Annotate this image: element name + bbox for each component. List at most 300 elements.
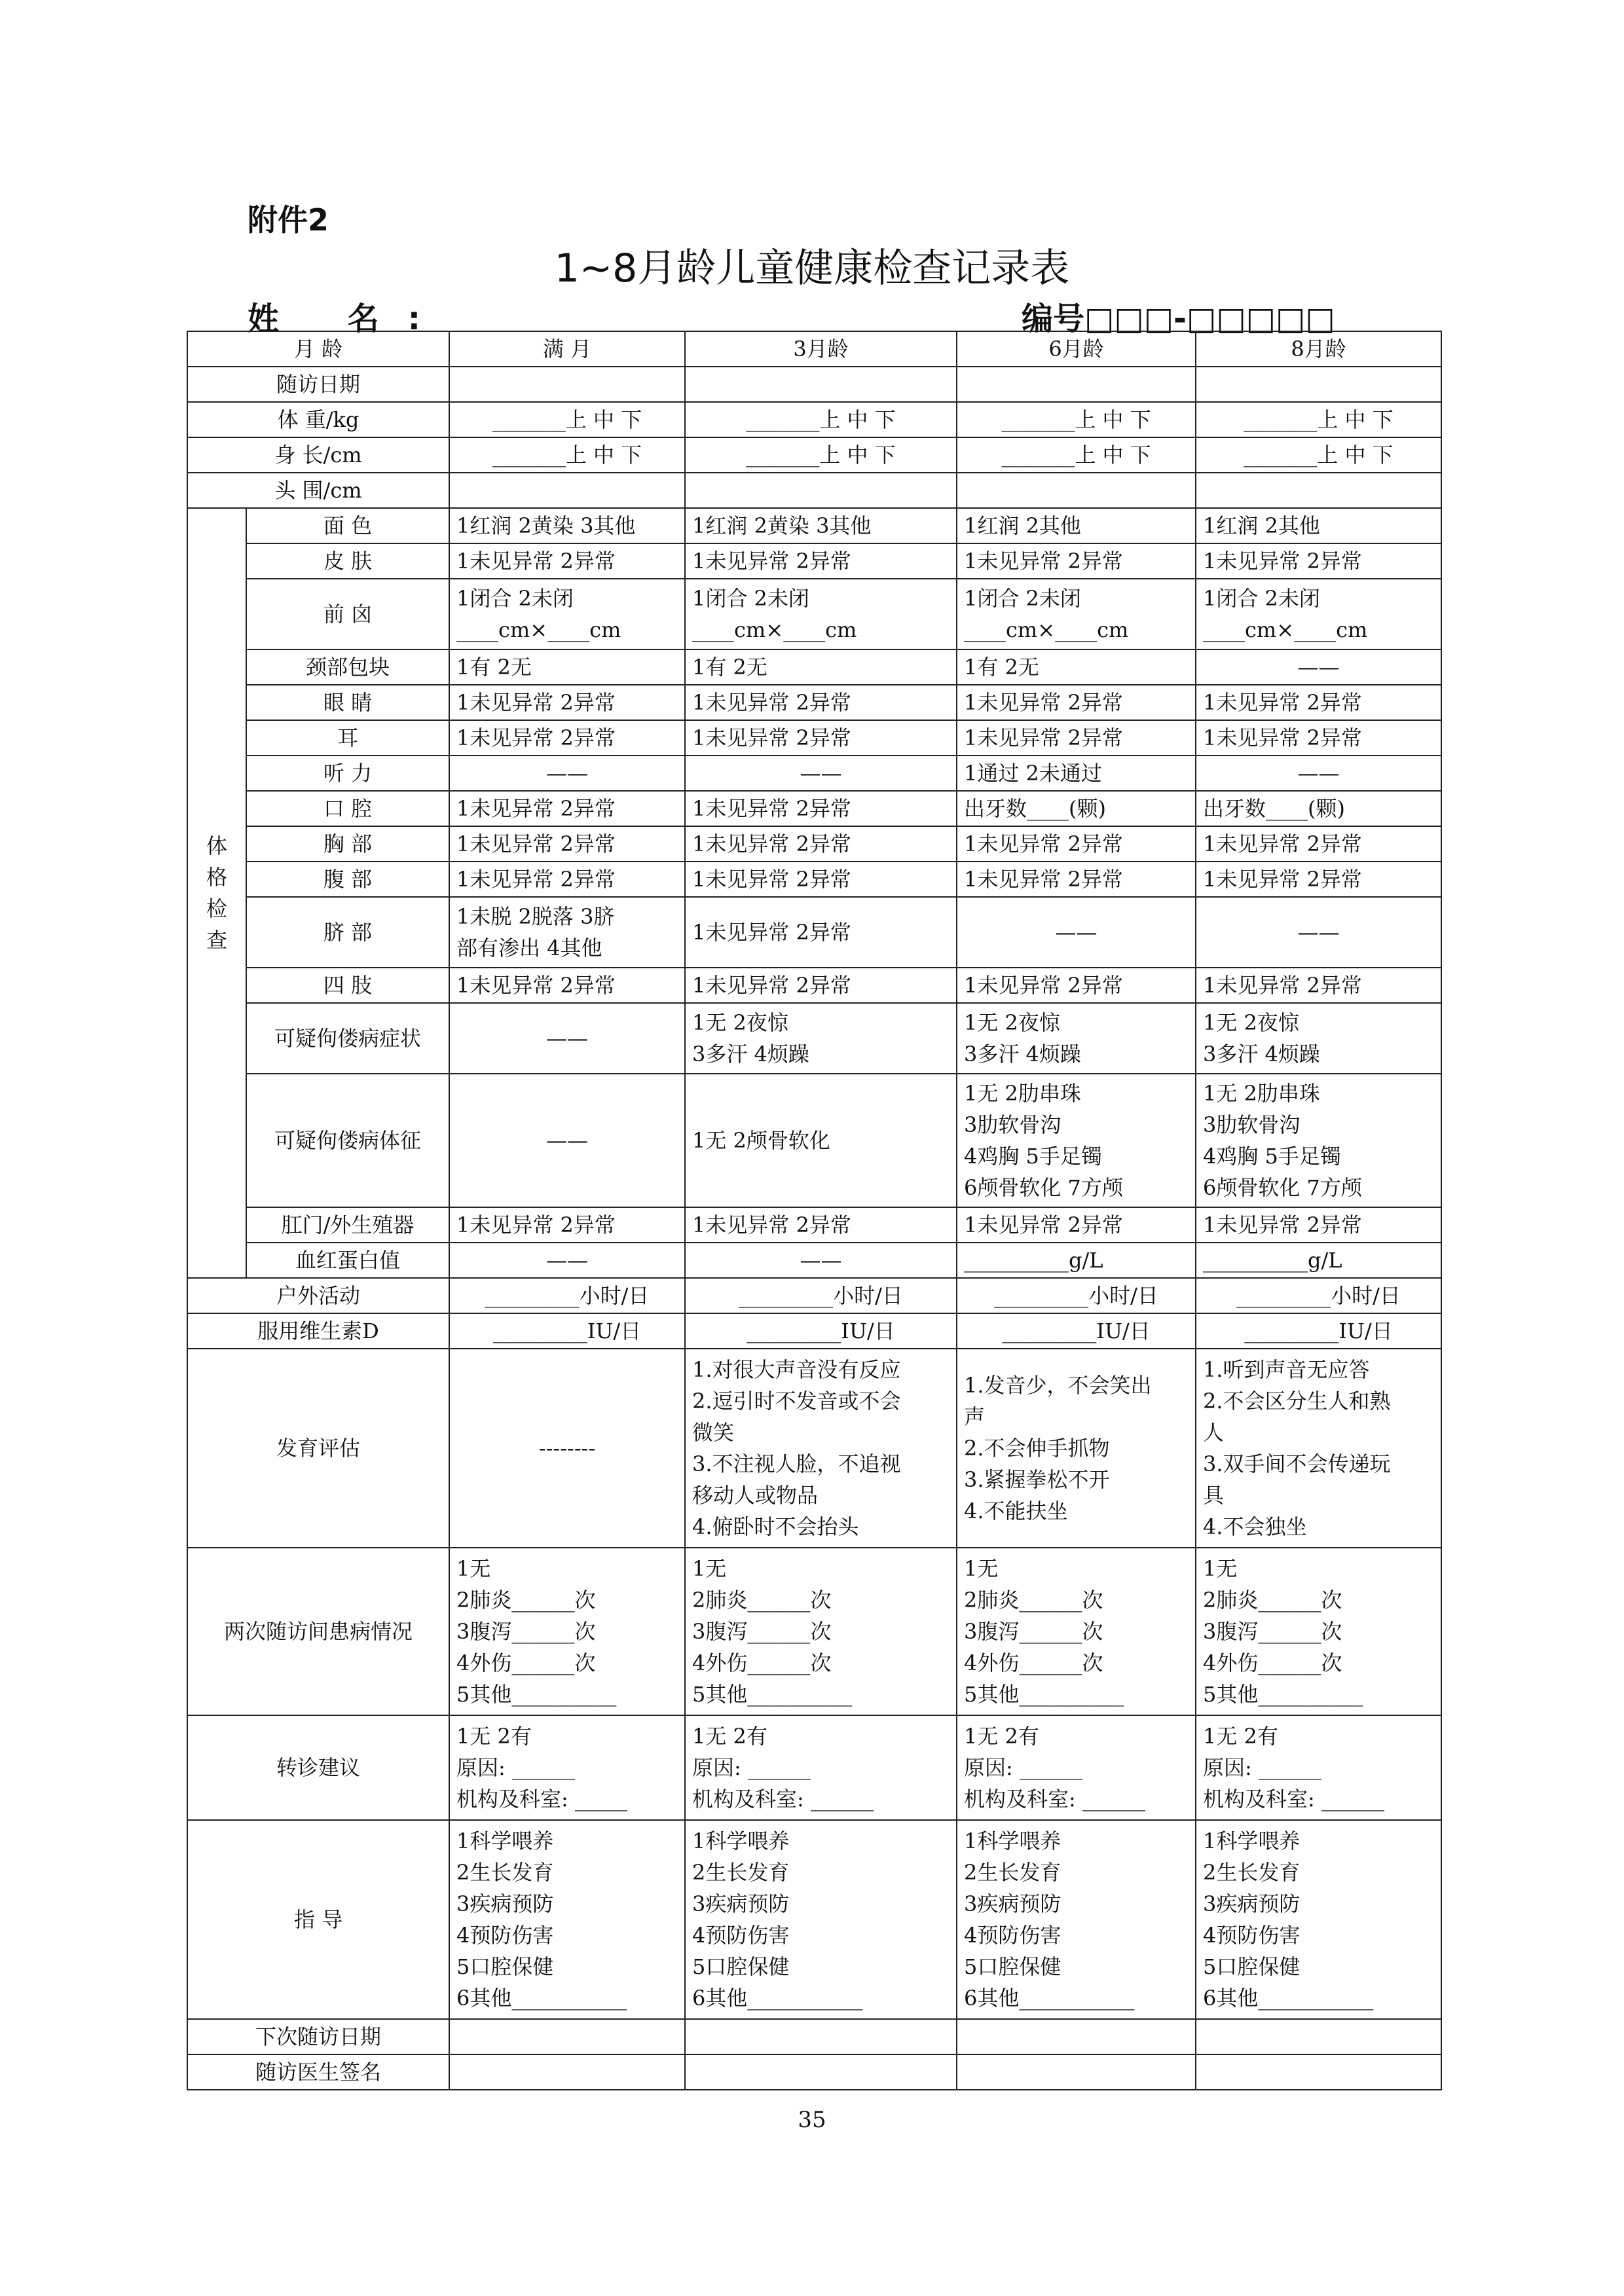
cell-line: __________g/L xyxy=(1203,1248,1342,1273)
cell-line: 出牙数____(颗) xyxy=(1203,796,1345,821)
input-cell[interactable] xyxy=(957,508,1196,543)
input-cell[interactable] xyxy=(685,1820,957,2019)
input-cell[interactable] xyxy=(685,1715,957,1820)
cell-line: _________小时/日 xyxy=(994,1283,1158,1308)
cell-line: 3.双手间不会传递玩 xyxy=(1203,1451,1391,1476)
cell-line: 1无 xyxy=(964,1556,999,1581)
cell-line: 1红润 2其他 xyxy=(964,513,1081,538)
cell-line: 3多汗 4烦躁 xyxy=(692,1042,809,1066)
cell-line: 1无 2颅骨软化 xyxy=(692,1128,830,1153)
table-row xyxy=(187,1548,1441,1715)
cell-line: 1有 2无 xyxy=(964,655,1039,680)
input-cell[interactable] xyxy=(449,826,685,862)
input-cell[interactable] xyxy=(449,1548,685,1715)
cell-line: 2生长发育 xyxy=(456,1860,554,1885)
exam-row xyxy=(187,756,1441,791)
input-cell[interactable] xyxy=(449,897,685,968)
exam-row xyxy=(187,1243,1441,1278)
exam-label: 前 囟 xyxy=(246,579,449,649)
table-row xyxy=(187,473,1441,508)
cell-line: 1未见异常 2异常 xyxy=(692,1212,851,1237)
cell-line: 5其他__________ xyxy=(456,1682,617,1707)
cell-line: 3多汗 4烦躁 xyxy=(964,1042,1081,1066)
input-cell[interactable] xyxy=(685,791,957,826)
row-label: 体 重/kg xyxy=(187,402,449,437)
input-cell[interactable] xyxy=(1196,1207,1441,1243)
cell-line: ____cm×____cm xyxy=(964,617,1129,642)
cell-line: 1未见异常 2异常 xyxy=(1203,973,1362,998)
input-cell[interactable] xyxy=(1196,791,1441,826)
cell-line: 1.对很大声音没有反应 xyxy=(692,1357,901,1382)
cell-line: 4预防伤害 xyxy=(964,1923,1061,1948)
input-cell[interactable] xyxy=(685,508,957,543)
cell-line: 1未见异常 2异常 xyxy=(964,549,1123,574)
input-cell[interactable] xyxy=(685,2019,957,2054)
table-row xyxy=(187,402,1441,437)
input-cell[interactable] xyxy=(957,720,1196,756)
input-cell[interactable] xyxy=(957,1243,1196,1278)
cell-line: 1未见异常 2异常 xyxy=(964,690,1123,715)
cell-line: 5其他__________ xyxy=(692,1682,853,1707)
table-row xyxy=(187,437,1441,473)
cell-line: 6颅骨软化 7方颅 xyxy=(1203,1175,1362,1200)
input-cell[interactable] xyxy=(1196,543,1441,579)
input-cell[interactable] xyxy=(685,1243,957,1278)
cell-line: 6其他___________ xyxy=(1203,1986,1374,2011)
cell-line: 1未见异常 2异常 xyxy=(692,831,851,856)
input-cell[interactable] xyxy=(449,1207,685,1243)
cell-line: 6其他___________ xyxy=(456,1986,627,2011)
cell-line: 3腹泻______次 xyxy=(456,1619,596,1644)
header-cell: 满 月 xyxy=(449,331,685,367)
cell-line: 2肺炎______次 xyxy=(1203,1588,1342,1613)
header-cell: 月 龄 xyxy=(187,331,449,367)
row-label: 随访医生签名 xyxy=(187,2054,449,2090)
cell-line: 1红润 2黄染 3其他 xyxy=(692,513,872,538)
input-cell[interactable] xyxy=(1196,1548,1441,1715)
cell-line: 1.发音少，不会笑出 xyxy=(964,1373,1152,1398)
input-cell[interactable]: _______上 中 下 xyxy=(449,402,685,437)
cell-line: 1红润 2黄染 3其他 xyxy=(456,513,636,538)
cell-line: _________IU/日 xyxy=(747,1319,895,1343)
exam-label: 胸 部 xyxy=(246,826,449,862)
input-cell[interactable]: _______上 中 下 xyxy=(957,437,1196,473)
input-cell[interactable] xyxy=(449,968,685,1003)
cell-line: 5口腔保健 xyxy=(692,1954,790,1979)
cell-line: 4外伤______次 xyxy=(456,1650,596,1675)
input-cell[interactable] xyxy=(449,367,685,402)
input-cell[interactable] xyxy=(957,1715,1196,1820)
cell-line: 1未见异常 2异常 xyxy=(456,796,616,821)
exam-label: 血红蛋白值 xyxy=(246,1243,449,1278)
cell-line: 1未见异常 2异常 xyxy=(456,867,616,892)
input-cell[interactable] xyxy=(685,1548,957,1715)
cell-line: 1未见异常 2异常 xyxy=(1203,831,1362,856)
input-cell[interactable] xyxy=(449,473,685,508)
cell-line: —— xyxy=(546,761,588,786)
cell-line: _________IU/日 xyxy=(1244,1319,1393,1343)
cell-line: 1未见异常 2异常 xyxy=(456,1212,616,1237)
input-cell[interactable] xyxy=(1196,579,1441,649)
group-char: 查 xyxy=(206,928,227,953)
cell-line: 4.不会独坐 xyxy=(1203,1514,1307,1539)
input-cell[interactable] xyxy=(957,1074,1196,1207)
exam-row xyxy=(187,968,1441,1003)
cell-line: 1未见异常 2异常 xyxy=(456,725,616,750)
exam-row xyxy=(187,862,1441,897)
cell-line: 3.不注视人脸，不追视 xyxy=(692,1451,901,1476)
input-cell[interactable] xyxy=(685,897,957,968)
cell-line: 1未见异常 2异常 xyxy=(456,549,616,574)
cell-line: 原因: ______ xyxy=(964,1755,1082,1780)
input-cell[interactable] xyxy=(449,685,685,720)
input-cell[interactable] xyxy=(685,968,957,1003)
input-cell[interactable] xyxy=(685,543,957,579)
table-row xyxy=(187,2019,1441,2054)
cell-line: 1闭合 2未闭 xyxy=(964,586,1081,611)
input-cell[interactable] xyxy=(1196,862,1441,897)
exam-row xyxy=(187,826,1441,862)
input-cell[interactable] xyxy=(1196,720,1441,756)
cell-line: 1无 2有 xyxy=(692,1724,767,1749)
cell-line: 3疾病预防 xyxy=(456,1891,554,1916)
cell-line: 1未见异常 2异常 xyxy=(692,690,851,715)
cell-line: 1未见异常 2异常 xyxy=(964,973,1123,998)
cell-line: ____cm×____cm xyxy=(1203,617,1368,642)
cell-line: —— xyxy=(1055,920,1098,945)
input-cell[interactable] xyxy=(685,649,957,685)
cell-line: 1无 2肋串珠 xyxy=(1203,1081,1320,1106)
cell-line: 1无 2有 xyxy=(1203,1724,1278,1749)
cell-line: —— xyxy=(800,1248,842,1273)
input-cell[interactable] xyxy=(685,473,957,508)
input-cell[interactable] xyxy=(1196,756,1441,791)
table-row xyxy=(187,1278,1441,1313)
cell-line: 5其他__________ xyxy=(964,1682,1124,1707)
input-cell[interactable] xyxy=(957,1313,1196,1349)
input-cell[interactable] xyxy=(1196,1074,1441,1207)
input-cell[interactable] xyxy=(957,2019,1196,2054)
input-cell[interactable] xyxy=(1196,473,1441,508)
cell-line: 6其他___________ xyxy=(692,1986,863,2011)
cell-line: 1未见异常 2异常 xyxy=(692,725,851,750)
input-cell[interactable] xyxy=(957,473,1196,508)
input-cell[interactable] xyxy=(449,1349,685,1548)
cell-line: 3.紧握拳松不开 xyxy=(964,1467,1110,1492)
input-cell[interactable]: _______上 中 下 xyxy=(1196,437,1441,473)
input-cell[interactable]: _______上 中 下 xyxy=(449,437,685,473)
exam-label: 耳 xyxy=(246,720,449,756)
attachment-label: 附件2 xyxy=(248,202,329,238)
exam-row xyxy=(187,1207,1441,1243)
cell-line: 1红润 2其他 xyxy=(1203,513,1320,538)
input-cell[interactable]: _______上 中 下 xyxy=(1196,402,1441,437)
input-cell[interactable] xyxy=(449,1313,685,1349)
input-cell[interactable] xyxy=(1196,1243,1441,1278)
input-cell[interactable] xyxy=(957,1820,1196,2019)
cell-line: 机构及科室: _____ xyxy=(456,1787,627,1812)
input-cell[interactable]: _______上 中 下 xyxy=(957,402,1196,437)
cell-line: 1未见异常 2异常 xyxy=(1203,867,1362,892)
cell-line: 1闭合 2未闭 xyxy=(692,586,809,611)
input-cell[interactable]: _______上 中 下 xyxy=(685,437,957,473)
cell-line: 3腹泻______次 xyxy=(692,1619,832,1644)
cell-line: 4鸡胸 5手足镯 xyxy=(964,1144,1102,1169)
cell-line: 移动人或物品 xyxy=(692,1483,819,1508)
input-cell[interactable] xyxy=(957,1349,1196,1548)
cell-line: —— xyxy=(800,761,842,786)
cell-line: 1闭合 2未闭 xyxy=(1203,586,1320,611)
cell-line: 1未见异常 2异常 xyxy=(692,549,851,574)
exam-label: 眼 睛 xyxy=(246,685,449,720)
exam-row xyxy=(187,1074,1441,1207)
exam-label: 颈部包块 xyxy=(246,649,449,685)
table-row xyxy=(187,1715,1441,1820)
cell-line: _________小时/日 xyxy=(1236,1283,1401,1308)
code-label: 编号□□□-□□□□□ xyxy=(1022,301,1335,337)
cell-line: 1无 2夜惊 xyxy=(1203,1010,1299,1035)
cell-line: 1未见异常 2异常 xyxy=(964,725,1123,750)
cell-line: 5其他__________ xyxy=(1203,1682,1363,1707)
name-label: 姓 名: xyxy=(248,301,449,337)
cell-line: 3多汗 4烦躁 xyxy=(1203,1042,1320,1066)
row-label: 两次随访间患病情况 xyxy=(187,1548,449,1715)
exam-group-label xyxy=(187,508,246,1278)
cell-line: 1未见异常 2异常 xyxy=(1203,690,1362,715)
input-cell[interactable] xyxy=(957,543,1196,579)
health-record-table xyxy=(187,331,1442,2090)
exam-row xyxy=(187,543,1441,579)
cell-line: 出牙数____(颗) xyxy=(964,796,1106,821)
cell-line: 部有渗出 4其他 xyxy=(456,936,602,960)
input-cell[interactable] xyxy=(449,2054,685,2090)
input-cell[interactable] xyxy=(685,2054,957,2090)
input-cell[interactable] xyxy=(957,579,1196,649)
cell-line: 1无 xyxy=(1203,1556,1238,1581)
input-cell[interactable] xyxy=(685,1278,957,1313)
input-cell[interactable] xyxy=(685,1074,957,1207)
exam-label: 面 色 xyxy=(246,508,449,543)
cell-line: 1未见异常 2异常 xyxy=(1203,549,1362,574)
cell-line: 4外伤______次 xyxy=(692,1650,832,1675)
cell-line: _________IU/日 xyxy=(492,1319,642,1343)
input-cell[interactable] xyxy=(685,826,957,862)
group-char: 格 xyxy=(206,865,227,890)
cell-line: _________小时/日 xyxy=(739,1283,903,1308)
input-cell[interactable] xyxy=(957,826,1196,862)
cell-line: 4预防伤害 xyxy=(456,1923,554,1948)
input-cell[interactable] xyxy=(957,1207,1196,1243)
cell-line: 1科学喂养 xyxy=(456,1829,554,1853)
cell-line: 6颅骨软化 7方颅 xyxy=(964,1175,1123,1200)
input-cell[interactable] xyxy=(449,1820,685,2019)
input-cell[interactable] xyxy=(1196,685,1441,720)
cell-line: —— xyxy=(546,1128,588,1153)
input-cell[interactable] xyxy=(957,897,1196,968)
input-cell[interactable] xyxy=(957,367,1196,402)
cell-line: 原因: ______ xyxy=(692,1755,811,1780)
input-cell[interactable] xyxy=(957,649,1196,685)
cell-line: 1未见异常 2异常 xyxy=(692,796,851,821)
input-cell[interactable] xyxy=(957,685,1196,720)
cell-line: 1无 2夜惊 xyxy=(964,1010,1060,1035)
input-cell[interactable] xyxy=(449,508,685,543)
input-cell[interactable] xyxy=(957,756,1196,791)
cell-line: 原因: ______ xyxy=(1203,1755,1321,1780)
input-cell[interactable] xyxy=(685,579,957,649)
header-row xyxy=(187,331,1441,367)
cell-line: 2.逗引时不发音或不会 xyxy=(692,1389,901,1413)
input-cell[interactable] xyxy=(1196,968,1441,1003)
input-cell[interactable] xyxy=(449,1715,685,1820)
input-cell[interactable] xyxy=(685,367,957,402)
input-cell[interactable] xyxy=(449,2019,685,2054)
cell-line: 1未见异常 2异常 xyxy=(456,690,616,715)
exam-row xyxy=(187,508,1441,543)
input-cell[interactable] xyxy=(1196,1313,1441,1349)
table-row xyxy=(187,1313,1441,1349)
input-cell[interactable] xyxy=(1196,1003,1441,1074)
cell-line: 1闭合 2未闭 xyxy=(456,586,574,611)
cell-line: 微笑 xyxy=(692,1420,735,1445)
input-cell[interactable] xyxy=(957,968,1196,1003)
cell-line: 5口腔保健 xyxy=(964,1954,1061,1979)
input-cell[interactable] xyxy=(1196,1278,1441,1313)
input-cell[interactable] xyxy=(449,579,685,649)
exam-label: 听 力 xyxy=(246,756,449,791)
input-cell[interactable] xyxy=(685,1313,957,1349)
cell-line: 1科学喂养 xyxy=(692,1829,790,1853)
input-cell[interactable]: _______上 中 下 xyxy=(685,402,957,437)
cell-line: 1.听到声音无应答 xyxy=(1203,1357,1370,1382)
cell-line: 4外伤______次 xyxy=(964,1650,1103,1675)
exam-label: 可疑佝偻病症状 xyxy=(246,1003,449,1074)
cell-line: 1通过 2未通过 xyxy=(964,761,1102,786)
cell-line: 1未见异常 2异常 xyxy=(692,920,851,945)
page-number: 35 xyxy=(798,2107,826,2133)
input-cell[interactable] xyxy=(449,649,685,685)
input-cell[interactable] xyxy=(1196,2054,1441,2090)
input-cell[interactable] xyxy=(449,791,685,826)
cell-line: 4鸡胸 5手足镯 xyxy=(1203,1144,1341,1169)
input-cell[interactable] xyxy=(957,1003,1196,1074)
cell-line: 2生长发育 xyxy=(1203,1860,1301,1885)
input-cell[interactable] xyxy=(1196,367,1441,402)
input-cell[interactable] xyxy=(449,543,685,579)
cell-line: ____cm×____cm xyxy=(456,617,621,642)
input-cell[interactable] xyxy=(685,1003,957,1074)
cell-line: 1科学喂养 xyxy=(1203,1829,1301,1853)
input-cell[interactable] xyxy=(685,862,957,897)
header-cell: 3月龄 xyxy=(685,331,957,367)
exam-label: 皮 肤 xyxy=(246,543,449,579)
cell-line: 1未见异常 2异常 xyxy=(1203,725,1362,750)
input-cell[interactable] xyxy=(957,791,1196,826)
group-char: 体 xyxy=(206,833,227,858)
cell-line: 5口腔保健 xyxy=(456,1954,554,1979)
exam-row xyxy=(187,1003,1441,1074)
input-cell[interactable] xyxy=(1196,2019,1441,2054)
input-cell[interactable] xyxy=(685,720,957,756)
input-cell[interactable] xyxy=(449,756,685,791)
row-label: 身 长/cm xyxy=(187,437,449,473)
row-label: 指 导 xyxy=(187,1820,449,2019)
cell-line: ____cm×____cm xyxy=(692,617,857,642)
cell-line: 2肺炎______次 xyxy=(964,1588,1103,1613)
cell-line: 1未脱 2脱落 3脐 xyxy=(456,904,615,929)
table-row xyxy=(187,1820,1441,2019)
input-cell[interactable] xyxy=(1196,1715,1441,1820)
input-cell[interactable] xyxy=(957,1278,1196,1313)
cell-line: 4预防伤害 xyxy=(1203,1923,1301,1948)
cell-line: -------- xyxy=(538,1436,596,1461)
input-cell[interactable] xyxy=(1196,826,1441,862)
input-cell[interactable] xyxy=(449,1074,685,1207)
cell-line: 4.俯卧时不会抬头 xyxy=(692,1514,859,1539)
cell-line: 人 xyxy=(1203,1420,1225,1445)
cell-line: 1有 2无 xyxy=(456,655,532,680)
header-cell: 6月龄 xyxy=(957,331,1196,367)
exam-row xyxy=(187,579,1441,649)
input-cell[interactable] xyxy=(957,1548,1196,1715)
input-cell[interactable] xyxy=(685,1207,957,1243)
cell-line: 声 xyxy=(964,1404,986,1429)
table-row xyxy=(187,2054,1441,2090)
input-cell[interactable] xyxy=(685,1349,957,1548)
page-title: 1~8月龄儿童健康检查记录表 xyxy=(554,246,1070,291)
input-cell[interactable] xyxy=(957,862,1196,897)
input-cell[interactable] xyxy=(957,2054,1196,2090)
cell-line: 2生长发育 xyxy=(964,1860,1061,1885)
cell-line: 3腹泻______次 xyxy=(964,1619,1103,1644)
exam-row xyxy=(187,685,1441,720)
cell-line: 1有 2无 xyxy=(692,655,767,680)
input-cell[interactable] xyxy=(1196,1349,1441,1548)
row-label: 发育评估 xyxy=(187,1349,449,1548)
exam-label: 口 腔 xyxy=(246,791,449,826)
input-cell[interactable] xyxy=(449,862,685,897)
input-cell[interactable] xyxy=(449,720,685,756)
cell-line: 4.不能扶坐 xyxy=(964,1499,1068,1523)
cell-line: 3肋软骨沟 xyxy=(1203,1112,1301,1137)
input-cell[interactable] xyxy=(1196,649,1441,685)
cell-line: —— xyxy=(546,1248,588,1273)
cell-line: 机构及科室: ______ xyxy=(1203,1787,1384,1812)
cell-line: 1未见异常 2异常 xyxy=(692,867,851,892)
cell-line: 机构及科室: ______ xyxy=(964,1787,1145,1812)
input-cell[interactable] xyxy=(449,1278,685,1313)
table-row xyxy=(187,1349,1441,1548)
cell-line: 2肺炎______次 xyxy=(692,1588,832,1613)
input-cell[interactable] xyxy=(685,685,957,720)
cell-line: 1未见异常 2异常 xyxy=(964,831,1123,856)
cell-line: 1未见异常 2异常 xyxy=(964,867,1123,892)
row-label: 随访日期 xyxy=(187,367,449,402)
input-cell[interactable] xyxy=(1196,1820,1441,2019)
input-cell[interactable] xyxy=(1196,508,1441,543)
cell-line: 1未见异常 2异常 xyxy=(1203,1212,1362,1237)
cell-line: 4外伤______次 xyxy=(1203,1650,1342,1675)
group-char: 检 xyxy=(206,896,227,921)
cell-line: 2.不会伸手抓物 xyxy=(964,1436,1110,1461)
cell-line: —— xyxy=(1297,920,1340,945)
input-cell[interactable] xyxy=(685,756,957,791)
input-cell[interactable] xyxy=(449,1003,685,1074)
input-cell[interactable] xyxy=(1196,897,1441,968)
cell-line: 3腹泻______次 xyxy=(1203,1619,1342,1644)
cell-line: 2.不会区分生人和熟 xyxy=(1203,1389,1391,1413)
input-cell[interactable] xyxy=(449,1243,685,1278)
